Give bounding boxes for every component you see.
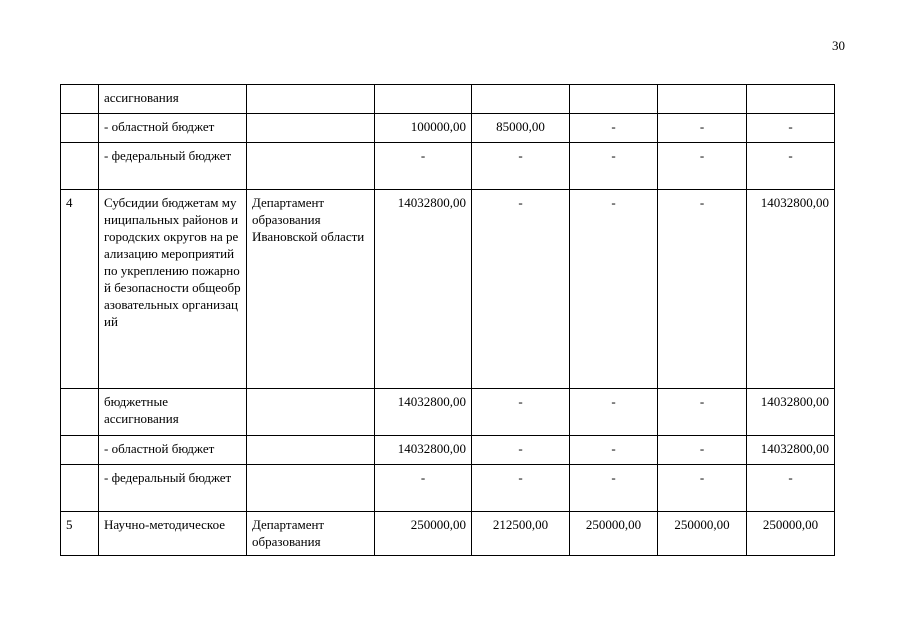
value-col-4: - [658, 389, 747, 436]
table-row [61, 143, 835, 190]
value-col-1: - [375, 465, 472, 512]
page-number: 30 [832, 38, 845, 53]
row-number [61, 436, 99, 465]
value-col-1: 14032800,00 [375, 436, 472, 465]
value-col-5: - [747, 143, 835, 190]
value-col-4: 250000,00 [658, 512, 747, 556]
item-name: - областной бюджет [99, 436, 247, 465]
value-col-3: - [570, 389, 658, 436]
value-col-5: 250000,00 [747, 512, 835, 556]
value-col-1: 250000,00 [375, 512, 472, 556]
value-col-3: 250000,00 [570, 512, 658, 556]
item-name: - федеральный бюджет [99, 143, 247, 190]
value-col-1: 100000,00 [375, 114, 472, 143]
value-col-3: - [570, 114, 658, 143]
value-col-1: - [375, 143, 472, 190]
table-row [61, 465, 835, 512]
value-col-2: - [472, 436, 570, 465]
value-col-3: - [570, 143, 658, 190]
value-col-2: - [472, 143, 570, 190]
value-col-2: - [472, 389, 570, 436]
value-col-2: 212500,00 [472, 512, 570, 556]
item-name: ассигнования [99, 85, 247, 114]
value-col-4: - [658, 436, 747, 465]
table-row [61, 85, 835, 114]
item-name: - федеральный бюджет [99, 465, 247, 512]
row-number [61, 389, 99, 436]
row-number [61, 465, 99, 512]
budget-table [60, 84, 835, 556]
item-name: Субсидии бюджетам муниципальных районов и городских округов на реализацию мероприятий по укреплению пожарной безопасности общеобразовательных организаций [99, 190, 247, 389]
table-row [61, 114, 835, 143]
value-col-2: - [472, 465, 570, 512]
table-row [61, 389, 835, 436]
item-name: бюджетные ассигнования [99, 389, 247, 436]
value-col-5 [747, 85, 835, 114]
value-col-1: 14032800,00 [375, 389, 472, 436]
table-row [61, 436, 835, 465]
value-col-1: 14032800,00 [375, 190, 472, 389]
executor [247, 85, 375, 114]
executor [247, 114, 375, 143]
value-col-3: - [570, 190, 658, 389]
value-col-4 [658, 85, 747, 114]
item-name: Научно-методическое [99, 512, 247, 556]
value-col-2: - [472, 190, 570, 389]
row-number [61, 85, 99, 114]
value-col-2: 85000,00 [472, 114, 570, 143]
value-col-5: - [747, 465, 835, 512]
executor [247, 389, 375, 436]
row-number: 4 [61, 190, 99, 389]
value-col-5: - [747, 114, 835, 143]
executor: Департамент образования Ивановской области [247, 190, 375, 389]
value-col-5: 14032800,00 [747, 436, 835, 465]
value-col-4: - [658, 114, 747, 143]
executor [247, 436, 375, 465]
value-col-3: - [570, 436, 658, 465]
value-col-5: 14032800,00 [747, 190, 835, 389]
value-col-5: 14032800,00 [747, 389, 835, 436]
executor: Департамент образования [247, 512, 375, 556]
row-number: 5 [61, 512, 99, 556]
executor [247, 465, 375, 512]
value-col-3: - [570, 465, 658, 512]
value-col-4: - [658, 143, 747, 190]
row-number [61, 143, 99, 190]
table-row [61, 190, 835, 389]
value-col-3 [570, 85, 658, 114]
value-col-1 [375, 85, 472, 114]
table-row [61, 512, 835, 556]
value-col-2 [472, 85, 570, 114]
executor [247, 143, 375, 190]
row-number [61, 114, 99, 143]
item-name: - областной бюджет [99, 114, 247, 143]
value-col-4: - [658, 465, 747, 512]
value-col-4: - [658, 190, 747, 389]
